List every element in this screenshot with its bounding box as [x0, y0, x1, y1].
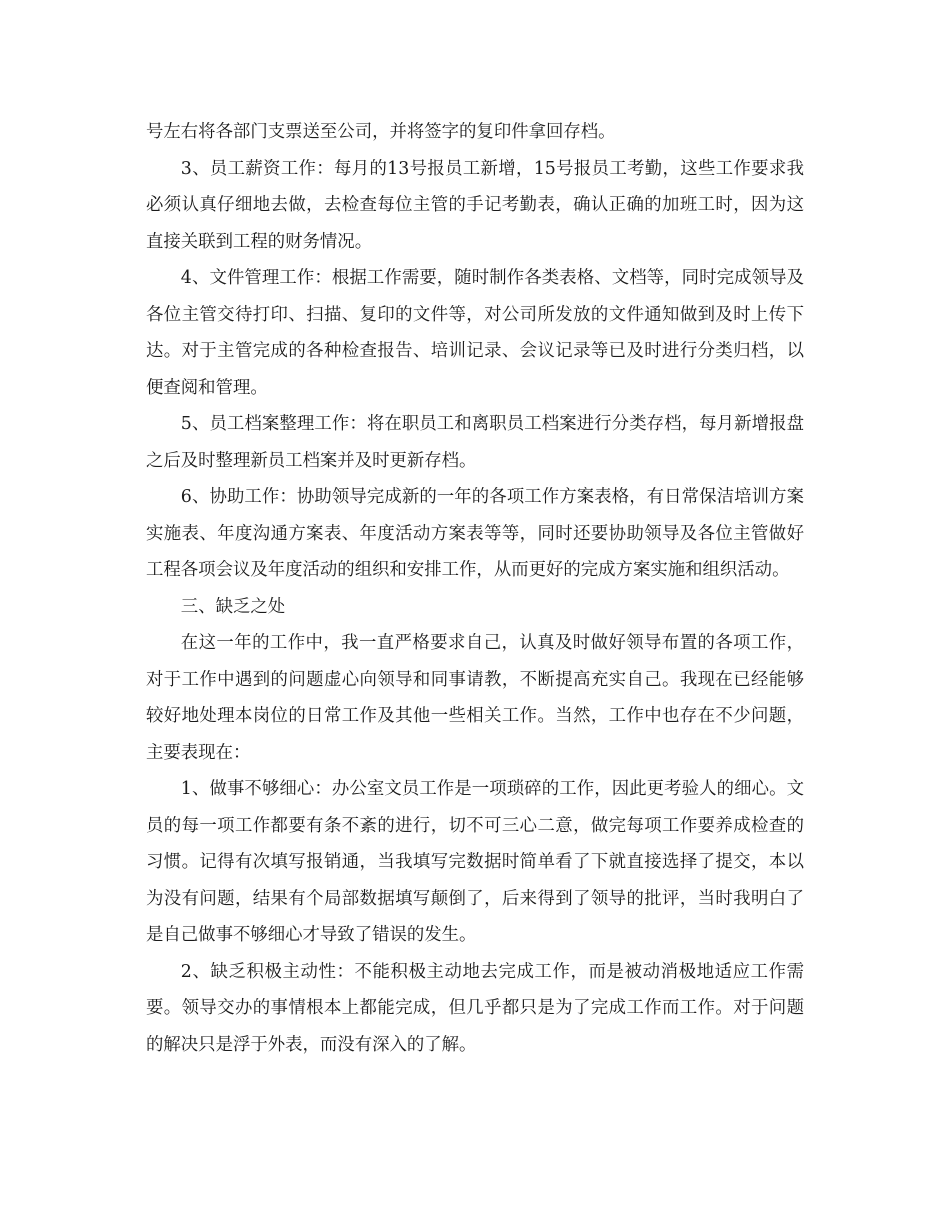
paragraph-assistance-work: 6、协助工作：协助领导完成新的一年的各项工作方案表格，有日常保洁培训方案实施表、年度沟通方案表、年度活动方案表等等，同时还要协助领导及各位主管做好工程各项会议及年度活动的组织和安排工作，从而更好的完成方案实施和组织活动。 [146, 487, 804, 580]
paragraph-salary-work: 3、员工薪资工作：每月的13号报员工新增，15号报员工考勤，这些工作要求我必须认真仔细地去做，去检查每位主管的手记考勤表，确认正确的加班工时，因为这直接关联到工程的财务情况。 [146, 158, 804, 252]
paragraph-employee-records: 5、员工档案整理工作：将在职员工和离职员工档案进行分类存档，每月新增报盘之后及时整理新员工档案并及时更新存档。 [146, 414, 804, 471]
paragraph-not-careful: 1、做事不够细心：办公室文员工作是一项琐碎的工作，因此更考验人的细心。文员的每一项工作都要有条不紊的进行，切不可三心二意，做完每项工作要养成检查的习惯。记得有次填写报销通，当我填写完数据时简单看了下就直接选择了提交，本以为没有问题，结果有个局部数据填写颠倒了，后来得到了领导的批评，当时我明白了是自己做事不够细心才导致了错误的发生。 [146, 779, 804, 945]
paragraph-file-management: 4、文件管理工作：根据工作需要，随时制作各类表格、文档等，同时完成领导及各位主管交待打印、扫描、复印的文件等，对公司所发放的文件通知做到及时上传下达。对于主管完成的各种检查报告、培训记录、会议记录等已及时进行分类归档，以便查阅和管理。 [146, 268, 804, 398]
paragraph-shortcomings-intro: 在这一年的工作中，我一直严格要求自己，认真及时做好领导布置的各项工作，对于工作中遇到的问题虚心向领导和同事请教，不断提高充实自己。我现在已经能够较好地处理本岗位的日常工作及其他一些相关工作。当然，工作中也存在不少问题，主要表现在： [146, 633, 804, 763]
paragraph-lack-initiative: 2、缺乏积极主动性：不能积极主动地去完成工作，而是被动消极地适应工作需要。领导交办的事情根本上都能完成，但几乎都只是为了完成工作而工作。对于问题的解决只是浮于外表，而没有深入的了解。 [146, 961, 804, 1055]
section-heading-shortcomings: 三、缺乏之处 [180, 596, 286, 617]
paragraph-continuation: 号左右将各部门支票送至公司，并将签字的复印件拿回存档。 [146, 122, 616, 142]
